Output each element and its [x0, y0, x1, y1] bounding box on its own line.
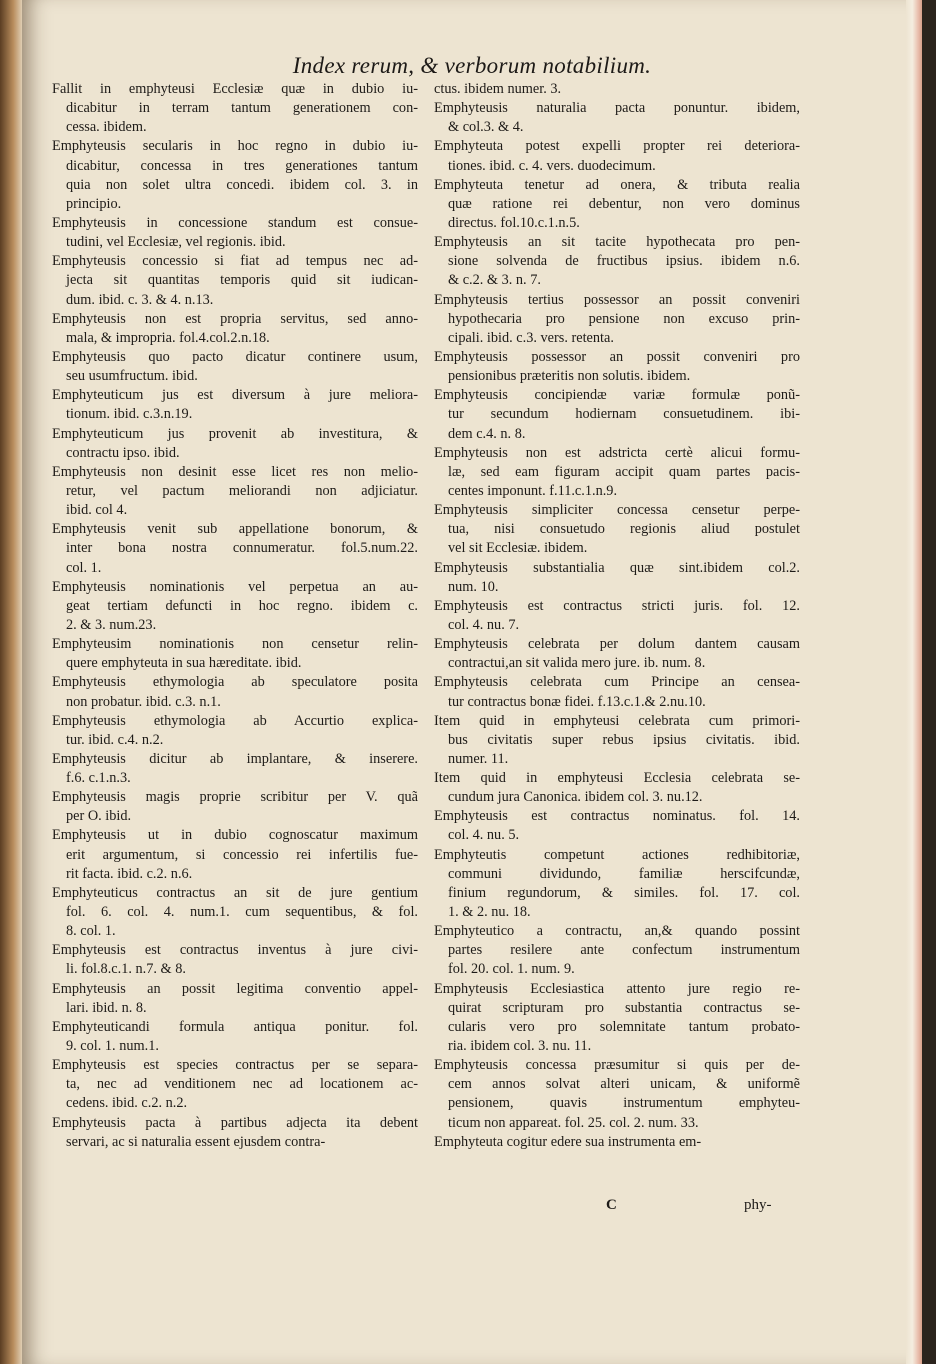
index-entry-line: dum. ibid. c. 3. & 4. n.13. [66, 291, 214, 308]
index-entry-line: Emphyteusis naturalia pacta ponuntur. ibidem, [434, 100, 800, 117]
index-entry-line: tur. ibid. c.4. n.2. [66, 731, 164, 748]
index-entry [52, 1056, 418, 1113]
index-entry [52, 673, 418, 711]
index-entry-line: Emphyteuticum jus provenit ab investitura, & [52, 425, 418, 442]
index-entry-line: col. 1. [66, 559, 102, 576]
index-entry-line: rit facta. ibid. c.2. n.6. [66, 865, 193, 882]
index-entry-line: contractui,an sit valida mero jure. ib. num. 8. [448, 655, 706, 672]
index-entry [434, 137, 800, 175]
index-entry [52, 386, 418, 424]
index-entry [434, 846, 800, 923]
index-entry-line: lari. ibid. n. 8. [66, 999, 147, 1016]
index-entry-line: jecta sit quantitas temporis quid sit iudican- [66, 272, 418, 289]
index-entry-line: cem annos solvat alteri unicam, & uniformẽ [448, 1076, 800, 1093]
index-entry-line: Emphyteusis possessor an possit conveniri pro [434, 348, 800, 365]
index-entry-line: ria. ibidem col. 3. nu. 11. [448, 1038, 592, 1055]
index-entry-line: Emphyteusis nominationis vel perpetua an au- [52, 578, 418, 595]
index-entry-line: col. 4. nu. 7. [448, 616, 520, 633]
index-entry-line: retur, vel pactum meliorandi non adjiciatur. [66, 482, 418, 499]
index-entry-line: quæ ratione rei debentur, non vero dominus [448, 195, 800, 212]
index-entry [52, 1018, 418, 1056]
index-entry-line: Emphyteuta tenetur ad onera, & tributa realia [434, 176, 800, 193]
index-entry-line: cipali. ibid. c.3. vers. retenta. [448, 329, 614, 346]
index-entry [434, 444, 800, 501]
index-entry [434, 99, 800, 137]
index-entry-line: Emphyteusis simpliciter concessa censetur perpe- [434, 502, 800, 519]
index-entry-line: Emphyteusis non desinit esse licet res non melio- [52, 463, 418, 480]
index-entry [52, 941, 418, 979]
index-entry [52, 980, 418, 1018]
index-entry-line: Emphyteusim nominationis non censetur relin- [52, 636, 418, 653]
index-entry [434, 80, 800, 99]
index-entry [52, 578, 418, 635]
index-entry-line: fol. 6. col. 4. num.1. cum sequentibus, & fol. [66, 904, 418, 921]
index-entry [52, 884, 418, 941]
index-entry-line: cedens. ibid. c.2. n.2. [66, 1095, 188, 1112]
index-entry-line: Emphyteusis substantialia quæ sint.ibidem col.2. [434, 559, 800, 576]
index-entry-line: partes resilere ante confectum instrumentum [448, 942, 800, 959]
index-entry-line: erit argumentum, si concessio rei infertilis fue- [66, 846, 418, 863]
index-entry-line: num. 10. [448, 578, 499, 595]
index-entry [434, 597, 800, 635]
index-entry [434, 673, 800, 711]
index-entry-line: f.6. c.1.n.3. [66, 770, 131, 787]
index-entry-line: Emphyteuticum jus est diversum à jure meliora- [52, 387, 418, 404]
index-entry-line: inter bona nostra connumeratur. fol.5.num.22. [66, 540, 418, 557]
index-entry-line: tur secundum hodiernam consuetudinem. ibi- [448, 406, 800, 423]
page-fore-edge [906, 0, 922, 1364]
index-entry-line: Emphyteusis an sit tacite hypothecata pro pen- [434, 234, 800, 251]
index-entry-line: ta, nec ad venditionem nec ad locationem ac- [66, 1076, 418, 1093]
index-entry-line: fol. 20. col. 1. num. 9. [448, 961, 575, 978]
index-entry-line: Item quid in emphyteusi celebrata cum primori- [434, 712, 800, 729]
index-entry-line: servari, ac si naturalia essent ejusdem contra- [66, 1133, 326, 1150]
index-entry-line: Emphyteusis quo pacto dicatur continere usum, [52, 348, 418, 365]
index-entry [434, 348, 800, 386]
index-entry-line: Emphyteusis est contractus inventus à jure civi- [52, 942, 418, 959]
index-entry [52, 520, 418, 577]
index-entry-line: tiones. ibid. c. 4. vers. duodecimum. [448, 157, 656, 174]
index-entry [52, 310, 418, 348]
index-entry [52, 750, 418, 788]
index-entry-line: Emphyteusis an possit legitima conventio appel- [52, 980, 418, 997]
index-entry-line: Emphyteusis concessio si fiat ad tempus nec ad- [52, 253, 418, 270]
index-entry-line: Emphyteusis Ecclesiastica attento jure regio re- [434, 980, 800, 997]
index-entry [434, 501, 800, 558]
index-entry-line: ibid. col 4. [66, 502, 128, 519]
index-entry-line: Emphyteusis est contractus nominatus. fol. 14. [434, 808, 800, 825]
index-entry-line: Emphyteusis venit sub appellatione bonorum, & [52, 521, 418, 538]
index-entry-line: Fallit in emphyteusi Ecclesiæ quæ in dubio iu- [52, 81, 418, 97]
index-entry-line: Emphyteusis in concessione standum est consue- [52, 214, 418, 231]
index-entry-line: Emphyteusis celebrata cum Principe an censea- [434, 674, 800, 691]
index-entry [52, 348, 418, 386]
index-entry-line: Emphyteuticus contractus an sit de jure gentium [52, 884, 418, 901]
index-entry [52, 252, 418, 309]
index-entry-line: tua, nisi consuetudo regionis aliud postulet [448, 521, 800, 538]
index-entry-line: Emphyteuta potest expelli propter rei deteriora- [434, 138, 800, 155]
index-entry [434, 386, 800, 443]
index-entry [52, 463, 418, 520]
index-entry-line: tur contractus bonæ fidei. f.13.c.1.& 2.nu.10. [448, 693, 706, 710]
index-entry-line: Emphyteusis ethymologia ab Accurtio explica- [52, 712, 418, 729]
index-entry [52, 712, 418, 750]
index-entry-line: geat tertiam defuncti in hoc regno. ibidem c. [66, 597, 418, 614]
index-entry [434, 807, 800, 845]
facing-page-edge [0, 0, 24, 1364]
index-entry [52, 1114, 418, 1152]
index-entry-line: & c.2. & 3. n. 7. [448, 272, 541, 289]
index-entry-line: dem c.4. n. 8. [448, 425, 526, 442]
index-entry-line: dicabitur in terram tantum generationem con- [66, 100, 418, 117]
index-entry-line: quere emphyteuta in sua hæreditate. ibid. [66, 655, 302, 672]
index-entry-line: & col.3. & 4. [448, 119, 524, 136]
index-entry-line: pensionibus præteritis non solutis. ibidem. [448, 368, 691, 385]
index-entry-line: 2. & 3. num.23. [66, 616, 157, 633]
index-entry-line: non probatur. ibid. c.3. n.1. [66, 693, 221, 710]
index-entry-line: pensionem, quavis instrumentum emphyteu- [448, 1095, 800, 1112]
index-entry-line: Emphyteusis dicitur ab implantare, & inserere. [52, 750, 418, 767]
index-entry-line: Emphyteutis competunt actiones redhibitoriæ, [434, 846, 800, 863]
index-entry-line: 9. col. 1. num.1. [66, 1038, 159, 1055]
running-header: Index rerum, & verborum notabilium. [292, 53, 652, 78]
index-entry-line: bus civitatis super rebus ipsius civitatis. ibid. [448, 731, 800, 748]
index-entry-line: principio. [66, 195, 122, 212]
index-entry-line: Emphyteusis non est propria servitus, sed anno- [52, 310, 418, 327]
index-entry-line: Emphyteuticandi formula antiqua ponitur. fol. [52, 1018, 418, 1035]
index-entry-line: ticum non appareat. fol. 25. col. 2. num. 33. [448, 1114, 699, 1131]
index-entry-line: communi dividundo, familiæ herscifcundæ, [448, 865, 800, 882]
index-entry [52, 214, 418, 252]
index-entry-line: col. 4. nu. 5. [448, 827, 520, 844]
index-entry-line: cularis vero pro solemnitate tantum probato- [448, 1018, 800, 1035]
index-entry-line: finium regundorum, & similes. fol. 17. col. [448, 884, 800, 901]
index-entry-line: numer. 11. [448, 750, 509, 767]
index-entry-line: læ, sed eam figuram accipit quam partes pacis- [448, 463, 800, 480]
index-entry-line: seu usumfructum. ibid. [66, 368, 198, 385]
index-entry-line: dicabitur, concessa in tres generationes tantum [66, 157, 418, 174]
index-column-left [52, 80, 418, 1152]
index-entry [52, 635, 418, 673]
index-entry-line: Emphyteusis ut in dubio cognoscatur maximum [52, 827, 418, 844]
index-entry [434, 176, 800, 233]
index-entry [434, 712, 800, 769]
index-entry-line: directus. fol.10.c.1.n.5. [448, 214, 580, 231]
index-entry [434, 635, 800, 673]
index-entry [434, 1056, 800, 1133]
index-entry-line: Emphyteusis magis proprie scribitur per V. quã [52, 789, 418, 806]
index-entry [52, 425, 418, 463]
index-entry-line: tionum. ibid. c.3.n.19. [66, 406, 193, 423]
index-entry-line: Emphyteusis ethymologia ab speculatore posita [52, 674, 418, 691]
index-entry-line: Emphyteusis celebrata per dolum dantem causam [434, 636, 800, 653]
index-entry-line: Item quid in emphyteusi Ecclesia celebrata se- [434, 770, 800, 787]
index-entry-line: sione solvenda de fructibus ipsius. ibidem n.6. [448, 253, 800, 270]
index-entry-line: Emphyteusis tertius possessor an possit conveniri [434, 291, 800, 308]
index-entry-line: Emphyteusis secularis in hoc regno in dubio iu- [52, 138, 418, 155]
index-entry-line: ctus. ibidem numer. 3. [434, 81, 562, 97]
index-entry-line: Emphyteusis concessa præsumitur si quis per de- [434, 1057, 800, 1074]
index-entry-line: per O. ibid. [66, 808, 132, 825]
index-entry [434, 291, 800, 348]
index-entry-line: centes imponunt. f.11.c.1.n.9. [448, 482, 618, 499]
index-entry [52, 826, 418, 883]
index-entry-line: Emphyteutico a contractu, an,& quando possint [434, 923, 800, 940]
index-entry-line: Emphyteuta cogitur edere sua instrumenta em- [434, 1133, 702, 1150]
index-column-right [434, 80, 800, 1152]
index-entry-line: tudini, vel Ecclesiæ, vel regionis. ibid. [66, 234, 286, 251]
index-entry [434, 559, 800, 597]
index-entry-line: mala, & impropria. fol.4.col.2.n.18. [66, 329, 270, 346]
index-entry [434, 233, 800, 290]
index-entry-line: cessa. ibidem. [66, 119, 147, 136]
index-entry-line: Emphyteusis est contractus stricti juris. fol. 12. [434, 597, 800, 614]
index-entry-line: cundum jura Canonica. ibidem col. 3. nu.12. [448, 789, 703, 806]
index-entry-line: hypothecaria pro pensione non excuso prin- [448, 310, 800, 327]
index-entry [434, 980, 800, 1057]
index-entry [434, 769, 800, 807]
index-entry-line: vel sit Ecclesiæ. ibidem. [448, 540, 588, 557]
index-entry [434, 1133, 800, 1152]
index-entry [52, 137, 418, 214]
index-entry-line: Emphyteusis pacta à partibus adjecta ita debent [52, 1114, 418, 1131]
catchword: phy- [744, 1197, 772, 1213]
index-entry-line: Emphyteusis est species contractus per se separa- [52, 1057, 418, 1074]
index-entry-line: quirat scripturam pro substantia contractus se- [448, 999, 800, 1016]
index-entry-line: contractu ipso. ibid. [66, 444, 180, 461]
index-entry [434, 922, 800, 979]
index-entry-line: 8. col. 1. [66, 923, 116, 940]
index-entry-line: quia non solet ultra concedi. ibidem col. 3. in [66, 176, 418, 193]
index-entry-line: li. fol.8.c.1. n.7. & 8. [66, 961, 186, 978]
index-entry-line: Emphyteusis concipiendæ variæ formulæ ponũ- [434, 387, 800, 404]
index-entry-line: 1. & 2. nu. 18. [448, 904, 531, 921]
index-entry [52, 80, 418, 137]
signature-mark: C [606, 1197, 617, 1213]
index-entry [52, 788, 418, 826]
index-entry-line: Emphyteusis non est adstricta certè alicui formu- [434, 444, 800, 461]
